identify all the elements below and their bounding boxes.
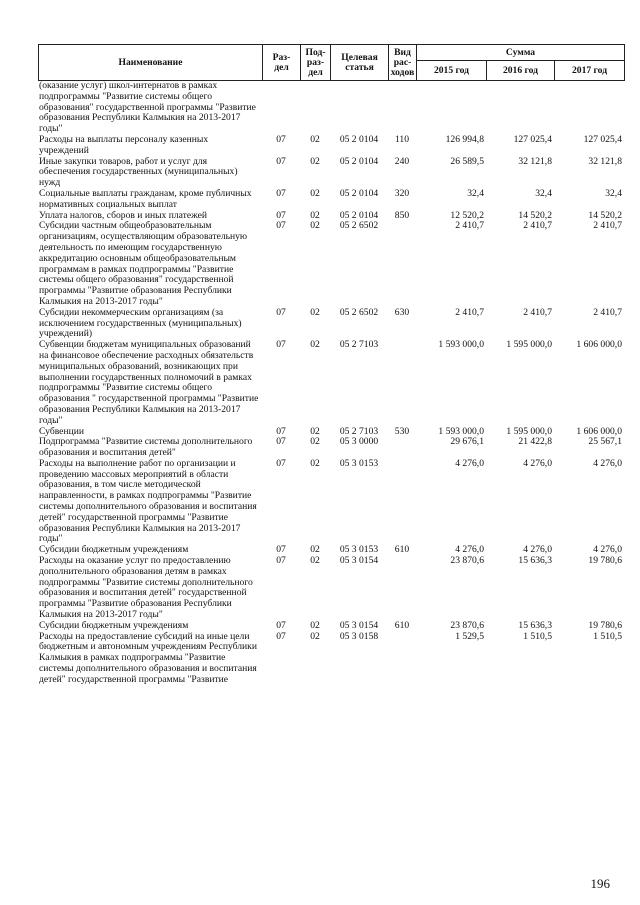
row-name: Социальные выплаты гражданам, кроме публичных нормативных социальных выплат [39, 187, 252, 210]
row-sum-2015 [416, 81, 486, 135]
row-sum-2015: 12 520,2 [450, 209, 484, 221]
row-target: 05 3 0153 [339, 544, 379, 556]
row-target: 05 2 0104 [339, 209, 379, 221]
row-name: Подпрограмма "Развитие системы дополнительного образования и воспитания детей" [39, 436, 253, 459]
table-body [38, 81, 624, 686]
row-sum-2015: 1 593 000,0 [438, 425, 484, 437]
row-target: 05 2 6502 [339, 306, 379, 318]
row-sum-2017: 25 567,1 [588, 436, 622, 448]
row-razdel: 07 [276, 630, 286, 642]
row-vid: 630 [394, 306, 410, 318]
table-row [38, 459, 624, 545]
row-razdel: 07 [276, 220, 286, 232]
row-name: Расходы на выплаты персоналу казенных учреждений [39, 133, 209, 156]
row-name: Иные закупки товаров, работ и услуг для обеспечения государственных (муниципальных) нужд [39, 155, 238, 189]
row-sum-2016: 14 520,2 [518, 209, 552, 221]
row-vid: 530 [394, 425, 410, 437]
row-sum-2016: 1 595 000,0 [506, 339, 552, 351]
row-sum-2017: 32,4 [605, 187, 622, 199]
row-target: 05 2 0104 [339, 187, 379, 199]
row-target: 05 2 7103 [339, 339, 379, 351]
row-podrazdel: 02 [310, 209, 320, 221]
row-sum-2016: 4 276,0 [523, 544, 552, 556]
row-sum-2017 [554, 81, 624, 135]
table-row [38, 221, 624, 307]
row-target: 05 2 6502 [339, 220, 379, 232]
page-number: 196 [590, 876, 610, 891]
row-sum-2016: 127 025,4 [513, 133, 552, 145]
row-sum-2016: 2 410,7 [523, 220, 552, 232]
row-target: 05 2 0104 [339, 133, 379, 145]
row-name: Расходы на выполнение работ по организации и проведению массовых мероприятий в области образования, в том числе методической направленности, в рамках подпрограммы "Развитие системы дополнительного образования и воспитания детей" государственной программы "Развитие образования Республики Калмыкия на 2013-2017 годы" [39, 457, 257, 545]
row-sum-2017: 127 025,4 [583, 133, 622, 145]
row-podrazdel: 02 [310, 220, 320, 232]
row-razdel: 07 [276, 436, 286, 448]
row-sum-2017: 2 410,7 [593, 220, 622, 232]
row-razdel: 07 [276, 306, 286, 318]
table-row [38, 189, 624, 211]
header-podrazdel: Под- раз- дел [301, 45, 331, 81]
row-target: 05 3 0000 [339, 436, 379, 448]
row-vid [388, 221, 416, 307]
row-podrazdel: 02 [310, 457, 320, 469]
table-row [38, 632, 624, 686]
row-podrazdel: 02 [310, 544, 320, 556]
row-sum-2017: 4 276,0 [593, 544, 622, 556]
row-vid [388, 437, 416, 459]
row-sum-2015: 32,4 [467, 187, 484, 199]
row-target: 05 3 0153 [339, 457, 379, 469]
table-row [38, 157, 624, 189]
row-vid [388, 556, 416, 621]
row-vid [388, 340, 416, 426]
row-razdel: 07 [276, 209, 286, 221]
row-vid: 610 [394, 544, 410, 556]
row-sum-2015: 2 410,7 [455, 220, 484, 232]
row-razdel [262, 81, 300, 135]
row-podrazdel: 02 [310, 339, 320, 351]
row-sum-2015: 23 870,6 [450, 619, 484, 631]
row-sum-2016: 15 636,3 [518, 619, 552, 631]
table-row [38, 308, 624, 340]
header-razdel: Раз- дел [263, 45, 301, 81]
row-name: Субвенции [39, 425, 84, 437]
row-sum-2015: 29 676,1 [450, 436, 484, 448]
row-razdel: 07 [276, 555, 286, 567]
row-sum-2016: 4 276,0 [523, 457, 552, 469]
row-razdel: 07 [276, 133, 286, 145]
row-podrazdel: 02 [310, 133, 320, 145]
row-vid [388, 81, 416, 135]
row-vid: 320 [394, 187, 410, 199]
row-sum-2017: 32 121,8 [588, 155, 622, 167]
row-name: Субсидии некоммерческим организациям (за исключением государственных (муниципальных) учреждений) [39, 306, 242, 340]
row-sum-2016: 1 510,5 [523, 630, 552, 642]
row-name: Уплата налогов, сборов и иных платежей [39, 209, 208, 221]
row-podrazdel: 02 [310, 306, 320, 318]
row-name: (оказание услуг) школ-интернатов в рамках подпрограммы "Развитие системы общего образования" государственной программы "Развитие образования Республики Калмыкия на 2013-2017 годы" [39, 80, 256, 135]
row-sum-2016: 32,4 [535, 187, 552, 199]
table-row [38, 556, 624, 621]
header-year-2015: 2015 год [417, 61, 487, 81]
row-razdel: 07 [276, 339, 286, 351]
row-sum-2016: 32 121,8 [518, 155, 552, 167]
row-podrazdel: 02 [310, 436, 320, 448]
row-podrazdel [300, 81, 330, 135]
row-sum-2016: 15 636,3 [518, 555, 552, 567]
row-razdel: 07 [276, 155, 286, 167]
row-sum-2015: 1 529,5 [455, 630, 484, 642]
row-name: Субсидии бюджетным учреждениям [39, 619, 189, 631]
row-podrazdel: 02 [310, 630, 320, 642]
table-header [38, 44, 625, 81]
row-target: 05 3 0154 [339, 619, 379, 631]
row-sum-2016: 21 422,8 [518, 436, 552, 448]
table-row [38, 437, 624, 459]
row-vid: 610 [394, 619, 410, 631]
row-name: Субсидии бюджетным учреждениям [39, 544, 189, 556]
header-vid: Вид рас- ходов [389, 45, 417, 81]
row-target: 05 3 0158 [339, 630, 379, 642]
row-podrazdel: 02 [310, 155, 320, 167]
header-target: Целевая статья [331, 45, 389, 81]
row-name: Расходы на предоставление субсидий на иные цели бюджетным и автономным учреждениям Республики Калмыкия в рамках подпрограммы "Развитие системы дополнительного образования и воспитания детей" государственной программы "Развитие [39, 630, 257, 685]
row-target: 05 3 0154 [339, 555, 379, 567]
row-podrazdel: 02 [310, 187, 320, 199]
row-sum-2017: 1 606 000,0 [576, 425, 622, 437]
row-sum-2017: 1 510,5 [593, 630, 622, 642]
row-sum-2016: 1 595 000,0 [506, 425, 552, 437]
row-razdel: 07 [276, 619, 286, 631]
row-sum-2015: 4 276,0 [455, 544, 484, 556]
row-sum-2015: 2 410,7 [455, 306, 484, 318]
row-podrazdel: 02 [310, 555, 320, 567]
row-sum-2015: 4 276,0 [455, 457, 484, 469]
header-year-2016: 2016 год [487, 61, 555, 81]
row-razdel: 07 [276, 544, 286, 556]
table-row [38, 135, 624, 157]
row-name: Расходы на оказание услуг по предоставлению дополнительного образования детям в рамках подпрограммы "Развитие системы дополнительного образования и воспитания детей" государственной программы "Развитие образования Республики Калмыкия на 2013-2017 годы" [39, 555, 253, 621]
row-target: 05 2 7103 [339, 425, 379, 437]
row-sum-2017: 2 410,7 [593, 306, 622, 318]
row-sum-2015: 26 589,5 [450, 155, 484, 167]
row-sum-2015: 23 870,6 [450, 555, 484, 567]
row-vid [388, 632, 416, 686]
row-sum-2017: 1 606 000,0 [576, 339, 622, 351]
row-sum-2015: 126 994,8 [445, 133, 484, 145]
row-podrazdel: 02 [310, 425, 320, 437]
row-podrazdel: 02 [310, 619, 320, 631]
row-razdel: 07 [276, 457, 286, 469]
row-vid: 110 [394, 133, 410, 145]
header-sum: Сумма [417, 45, 625, 61]
row-sum-2017: 14 520,2 [588, 209, 622, 221]
row-sum-2017: 19 780,6 [588, 619, 622, 631]
header-year-2017: 2017 год [555, 61, 625, 81]
row-sum-2017: 19 780,6 [588, 555, 622, 567]
row-target [330, 81, 388, 135]
budget-page [38, 44, 624, 686]
row-razdel: 07 [276, 187, 286, 199]
row-sum-2015: 1 593 000,0 [438, 339, 484, 351]
row-name: Субвенции бюджетам муниципальных образований на финансовое обеспечение расходных обязательств муниципальных образований, возникающих при выполнении государственных полномочий в рамках подпрограммы "Развитие системы общего образования " государственной программы "Развитие образования Республики Калмыкия на 2013-2017 годы" [39, 339, 259, 426]
row-sum-2017: 4 276,0 [593, 457, 622, 469]
row-name: Субсидии частным общеобразовательным организациям, осуществляющим образовательную деятельность по имеющим государственную аккредитацию основным общеобразовательным программам в рамках подпрограммы "Развитие системы общего образования" государственной программы "Развитие образования Республики Калмыкия на 2013-2017 годы" [39, 220, 248, 307]
table-row [38, 340, 624, 426]
row-sum-2016 [486, 81, 554, 135]
row-vid [388, 459, 416, 545]
header-name: Наименование [39, 45, 263, 81]
row-vid: 240 [394, 155, 410, 167]
row-sum-2016: 2 410,7 [523, 306, 552, 318]
table-row [38, 81, 624, 135]
row-razdel: 07 [276, 425, 286, 437]
row-target: 05 2 0104 [339, 155, 379, 167]
row-vid: 850 [394, 209, 410, 221]
